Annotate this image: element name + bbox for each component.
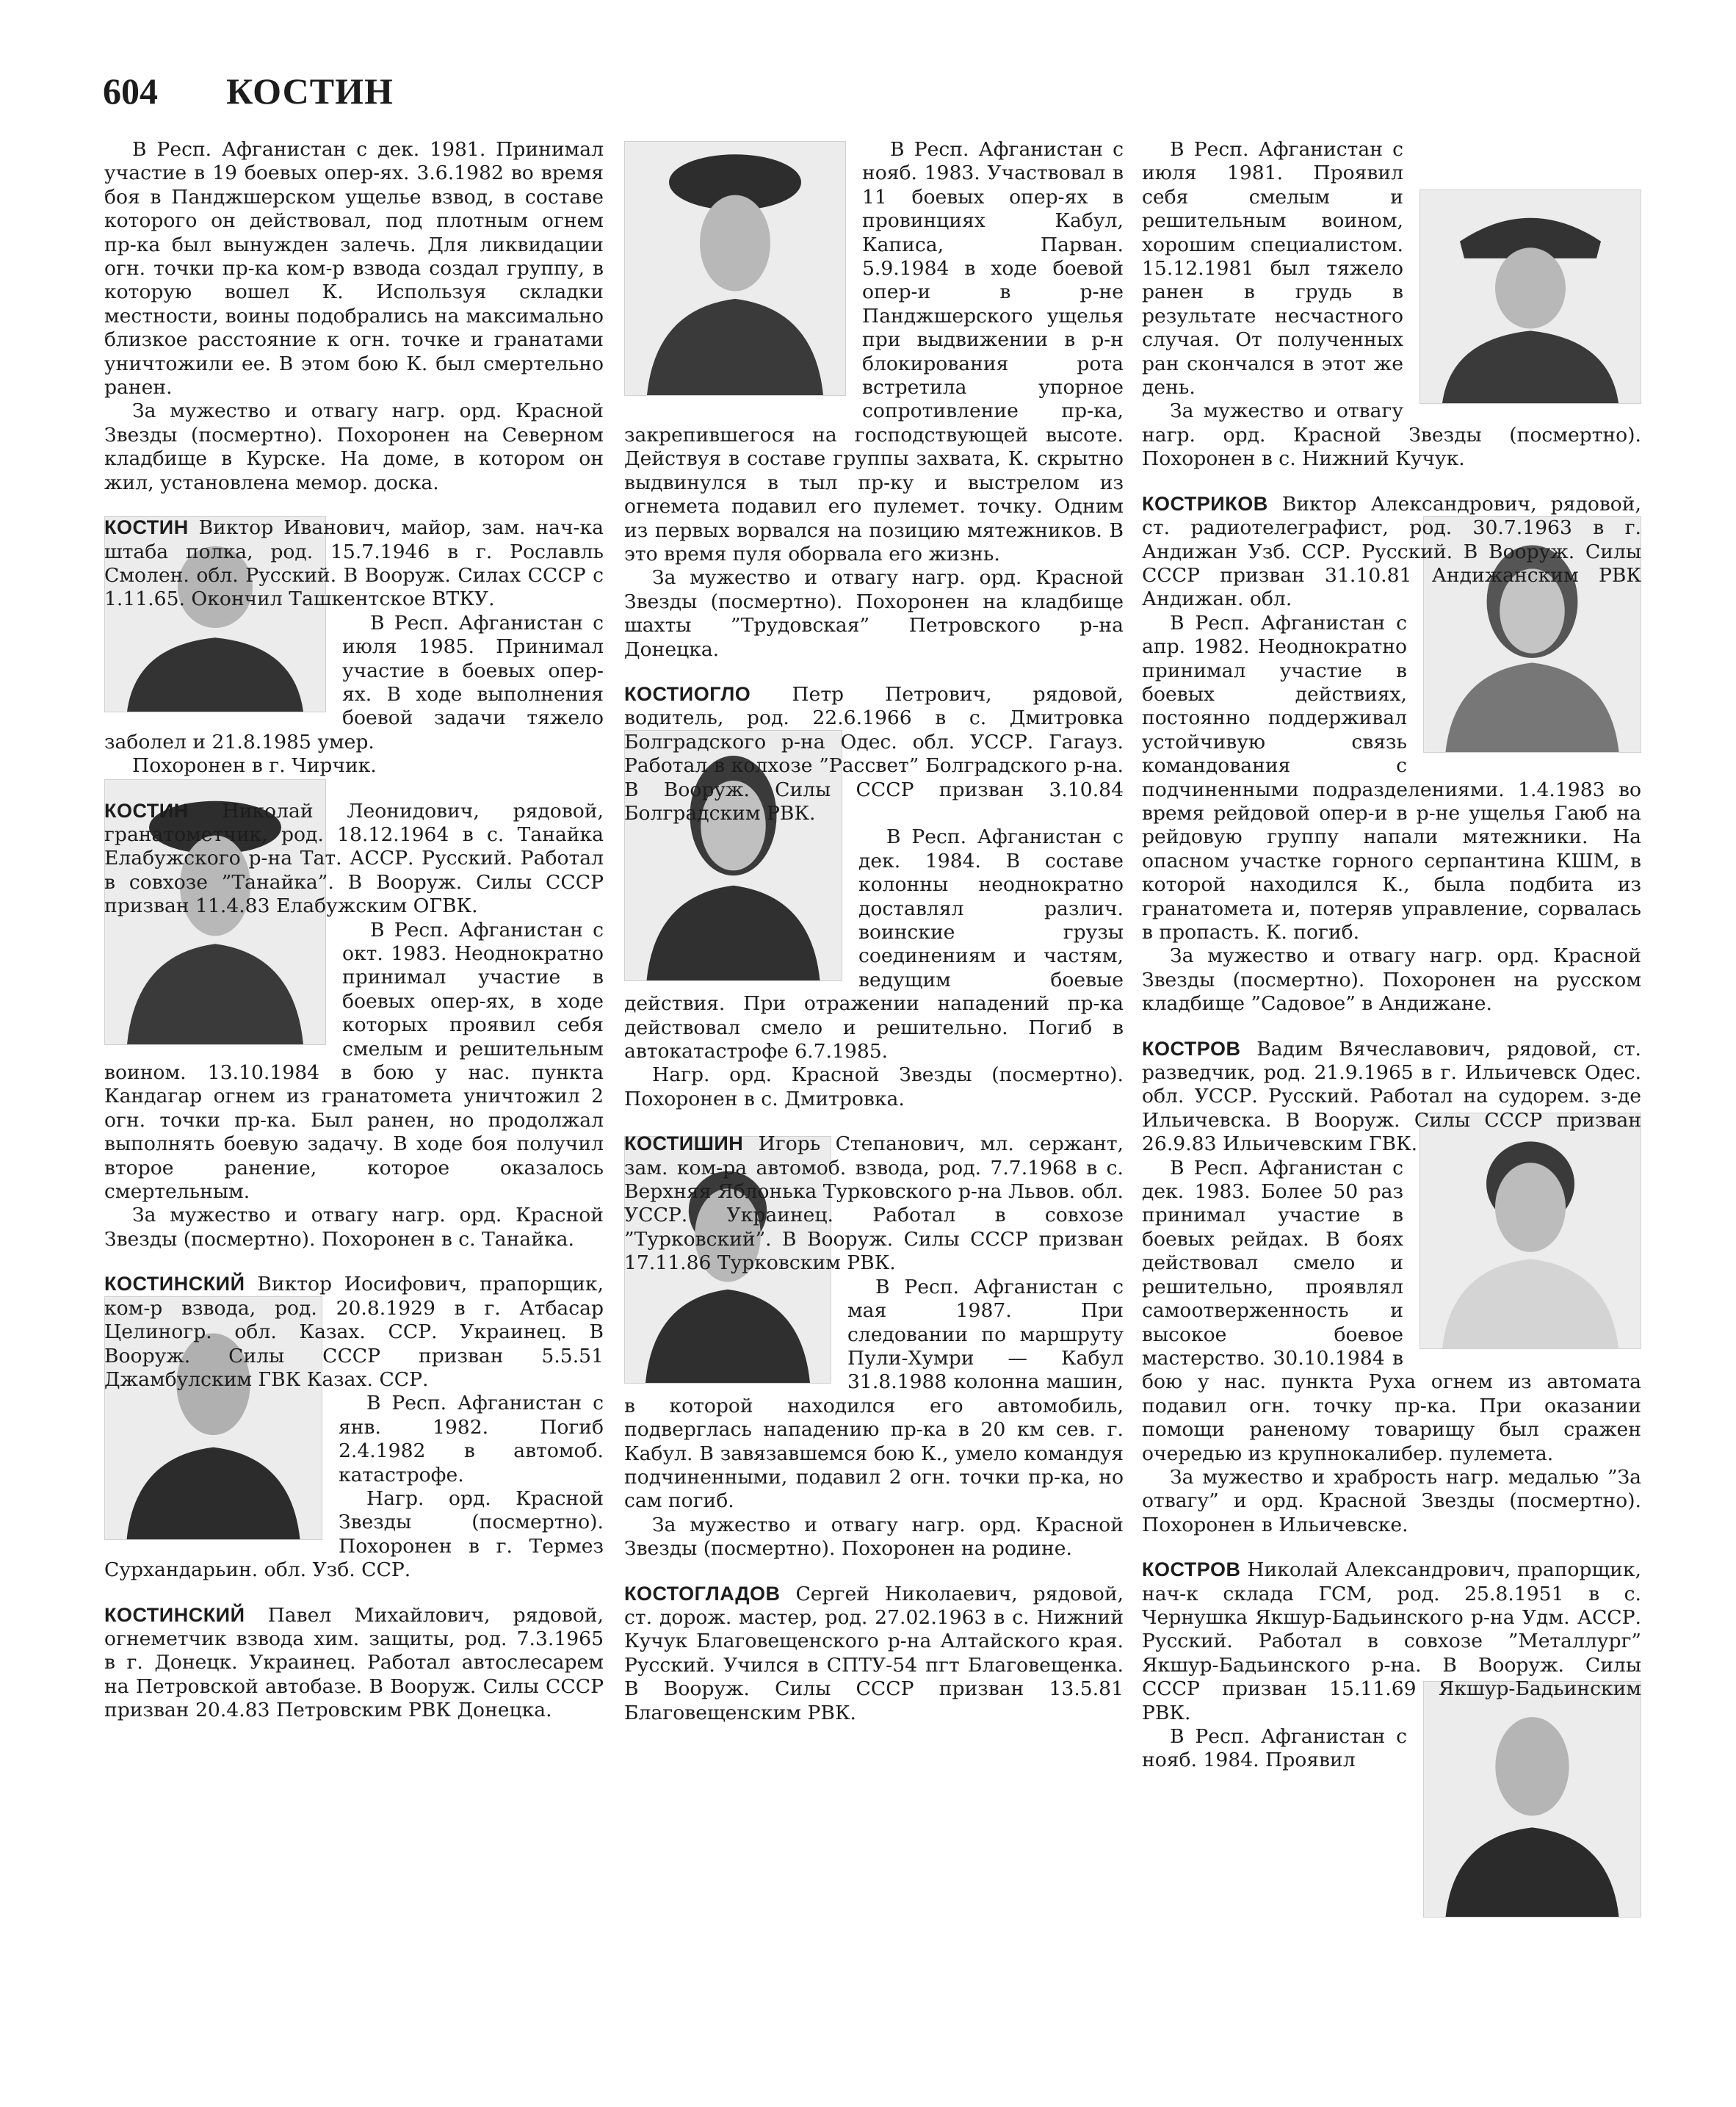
entry-kostinsky-viktor xyxy=(104,1272,604,1582)
entry-paragraph: В Респ. Афганистан с апр. 1982. Неоднократно принимал участие в боевых действиях, постоянно поддерживал устойчивую связь командования с подчиненными подразделениями. 1.4.1983 во время рейдовой опер-и в р-не ущелья Гаюб на рейдовую группу напали мятежники. На опасном участке горного серпантина КШМ, в которой находился К., была подбита из гранатомета и, потеряв управление, сорвалась в пропасть. К. погиб. xyxy=(1142,611,1641,944)
entry-kostrov-vadim xyxy=(1142,1037,1641,1538)
entry-heading-text: Николай Александрович, прапорщик, нач-к склада ГСМ, род. 25.8.1951 в с. Чернушка Якшур-Бадьинского р-на Удм. АССР. Русский. Работал в совхозе ”Металлург” Якшур-Бадьинского р-на. В Вооруж. Силы СССР призван 15.11.69 Якшур-Бадьинским РВК. xyxy=(1142,1558,1641,1724)
entry-kostrikov xyxy=(1142,492,1641,1016)
page-header xyxy=(103,70,394,112)
entry-surname: КОСТИОГЛО xyxy=(624,682,751,705)
entry-surname: КОСТРОВ xyxy=(1142,1037,1241,1060)
entry-paragraph: В Респ. Афганистан с июля 1985. Принимал участие в боевых опер-ях. В ходе выполнения боевой задачи тяжело заболел и 21.8.1985 умер. xyxy=(104,611,604,753)
entry-paragraph: В Респ. Афганистан с дек. 1984. В составе колонны неоднократно доставлял различ. воинские грузы соединениям и частям, ведущим боевые действия. При отражении нападений пр-ка действовал смело и решительно. Погиб в автокатастрофе 6.7.1985. xyxy=(624,825,1124,1063)
entry-heading xyxy=(104,1272,604,1392)
entry-paragraph: В Респ. Афганистан с дек. 1981. Принимал участие в 19 боевых опер-ях. 3.6.1982 во время боя в Панджшерском ущелье взвод, в составе которого он действовал, под плотным огнем пр-ка был вынужден залечь. Для ликвидации огн. точки пр-ка ком-р взвода создал группу, в которую вошел К. Используя складки местности, воины подобрались на максимально близкое расстояние к огн. точке и гранатами уничтожили ее. В этом бою К. был смертельно ранен. xyxy=(104,138,604,400)
entry-heading xyxy=(624,1582,1124,1725)
entry-surname: КОСТРОВ xyxy=(1142,1558,1241,1581)
entry-heading-text: Виктор Иванович, майор, зам. нач-ка штаба полка, род. 15.7.1946 в г. Рославль Смолен. обл. Русский. В Вооруж. Силах СССР с 1.11.65. Окончил Ташкентское ВТКУ. xyxy=(104,516,604,611)
entry-heading xyxy=(104,1603,604,1723)
entry-continued xyxy=(104,138,604,495)
entry-surname: КОСТИШИН xyxy=(624,1132,744,1155)
entry-surname: КОСТИНСКИЙ xyxy=(104,1603,245,1626)
entry-surname: КОСТИНСКИЙ xyxy=(104,1273,245,1295)
portrait-photo xyxy=(624,141,846,396)
entry-heading xyxy=(104,799,604,919)
entry-kostrov-nikolay xyxy=(1142,1558,1641,1773)
entry-heading-text: Игорь Степанович, мл. сержант, зам. ком-ра автомоб. взвода, род. 7.7.1968 в с. Верхняя Яблонька Турковского р-на Львов. обл. УССР. Украинец. Работал в совхозе ”Турковский”. В Вооруж. Силы СССР призван 17.11.86 Турковским РВК. xyxy=(624,1132,1124,1275)
entry-heading-text: Сергей Николаевич, рядовой, ст. дорож. мастер, род. 27.02.1963 в с. Нижний Кучук Благовещенского р-на Алтайского края. Русский. Учился в СПТУ-54 пгт Благовещенка. В Вооруж. Силы СССР призван 13.5.81 Благовещенским РВК. xyxy=(624,1582,1124,1724)
entry-paragraph: В Респ. Афганистан с нояб. 1984. Проявил xyxy=(1142,1725,1407,1772)
entry-paragraph: За мужество и отвагу нагр. орд. Красной Звезды (посмертно). Похоронен на русском кладбище ”Садовое” в Андижане. xyxy=(1142,944,1641,1016)
entry-heading xyxy=(104,516,604,612)
entry-kostin-viktor xyxy=(104,516,604,778)
entry-heading-text: Вадим Вячеславович, рядовой, ст. разведчик, род. 21.9.1965 в г. Ильичевск Одес. обл. УССР. Русский. Работал на судорем. з-де Ильичевска. В Вооруж. Силы СССР призван 26.9.83 Ильичевским ГВК. xyxy=(1142,1037,1641,1156)
column-1 xyxy=(104,138,604,1723)
entry-paragraph: Нагр. орд. Красной Звезды (посмертно). Похоронен в с. Дмитровка. xyxy=(624,1063,1124,1110)
entry-paragraph: Похоронен в г. Чирчик. xyxy=(132,754,377,778)
entry-paragraph: За мужество и отвагу нагр. орд. Красной Звезды (посмертно). Похоронен на родине. xyxy=(624,1513,1124,1561)
column-3 xyxy=(1142,138,1641,1922)
entry-paragraph: За мужество и отвагу нагр. орд. Красной Звезды (посмертно). Похоронен в с. Нижний Кучук. xyxy=(1142,400,1641,471)
entry-paragraph: В Респ. Афганистан с янв. 1982. Погиб 2.4.1982 в автомоб. катастрофе. xyxy=(339,1392,604,1486)
entry-paragraph: В Респ. Афганистан с июля 1981. Проявил себя смелым и решительным воином, хорошим специалистом. 15.12.1981 был тяжело ранен в грудь в результате несчастного случая. От полученных ран скончался в этот же день. xyxy=(1142,138,1403,400)
entry-paragraph: За мужество и отвагу нагр. орд. Красной Звезды (посмертно). Похоронен в с. Танайка. xyxy=(104,1204,604,1251)
entry-continued xyxy=(1142,138,1641,471)
entry-paragraph: В Респ. Афганистан с нояб. 1983. Участвовал в 11 боевых опер-ях в провинциях Кабул, Каписа, Парван. 5.9.1984 в ходе боевой опер-и в р-не Панджшерского ущелья при выдвижении в р-н блокирования рота встретила упорное сопротивление пр-ка, закрепившегося на господствующей высоте. Действуя в составе группы захвата, К. скрытно выдвинулся в тыл пр-ку и выстрелом из огнемета подавил его пулемет. точку. Одним из первых ворвался на позицию мятежников. В это время пуля оборвала его жизнь. xyxy=(624,138,1124,565)
column-2 xyxy=(624,138,1124,1725)
entry-surname: КОСТИН xyxy=(104,516,189,539)
entry-paragraph: В Респ. Афганистан с дек. 1983. Более 50 раз принимал участие в боевых рейдах. В боях действовал смело и решительно, проявлял самоотверженность и высокое боевое мастерство. 30.10.1984 в бою у нас. пункта Руха огнем из автомата подавил огн. точку пр-ка. При оказании помощи раненому товарищу был сражен очередью из крупнокалибер. пулемета. xyxy=(1142,1156,1641,1465)
entry-paragraph: Нагр. орд. Красной Звезды (посмертно). Похоронен в г. Термез Сурхандарьин. обл. Узб. ССР. xyxy=(104,1486,604,1582)
entry-heading-text: Виктор Иосифович, прапорщик, ком-р взвода, род. 20.8.1929 в г. Атбасар Целиногр. обл. Казах. ССР. Украинец. В Вооруж. Силы СССР призван 5.5.51 Джамбулским ГВК Казах. ССР. xyxy=(104,1273,604,1391)
entry-paragraph: За мужество и отвагу нагр. орд. Красной Звезды (посмертно). Похоронен на кладбище шахты ”Трудовская” Петровского р-на Донецка. xyxy=(624,566,1124,661)
entry-continued xyxy=(624,138,1124,662)
entry-kostin-nikolay xyxy=(104,799,604,1252)
portrait-photo xyxy=(1419,1113,1641,1349)
entry-paragraph: В Респ. Афганистан с мая 1987. При следовании по маршруту Пули-Хумри — Кабул 31.8.1988 колонна машин, в которой находился его автомобиль, подверглась нападению пр-ка в 20 км сев. г. Кабул. В завязавшемся бою К., умело командуя подчиненными, подавил 2 огн. точки пр-ка, но сам погиб. xyxy=(624,1275,1124,1513)
entry-kostogladov xyxy=(624,1582,1124,1725)
entry-kostioglo xyxy=(624,682,1124,1111)
portrait-photo xyxy=(1419,189,1641,404)
entry-heading-text: Павел Михайлович, рядовой, огнеметчик взвода хим. защиты, род. 7.3.1965 в г. Донецк. Украинец. Работал автослесарем на Петровской автобазе. В Вооруж. Силы СССР призван 20.4.83 Петровским РВК Донецка. xyxy=(104,1603,604,1722)
portrait-photo xyxy=(1423,1681,1641,1918)
entry-heading-text: Виктор Александрович, рядовой, ст. радиотелеграфист, род. 30.7.1963 в г. Андижан Узб. ССР. Русский. В Вооруж. Силы СССР призван 31.10.81 Андижанским РВК Андижан. обл. xyxy=(1142,492,1641,611)
entry-surname: КОСТРИКОВ xyxy=(1142,492,1268,515)
entry-heading xyxy=(624,682,1124,825)
entry-heading-text: Николай Леонидович, рядовой, гранатометчик, род. 18.12.1964 в с. Танайка Елабужского р-на Тат. АССР. Русский. Работал в совхозе ”Танайка”. В Вооруж. Силы СССР призван 11.4.83 Елабужским ОГВК. xyxy=(104,799,604,918)
entry-heading xyxy=(1142,1558,1641,1725)
entry-paragraph: В Респ. Афганистан с окт. 1983. Неоднократно принимал участие в боевых опер-ях, в ходе которых проявил себя смелым и решительным воином. 13.10.1984 в бою у нас. пункта Кандагар огнем из гранатомета уничтожил 2 огн. точки пр-ка. Был ранен, но продолжал выполнять боевую задачу. В ходе боя получил второе ранение, которое оказалось смертельным. xyxy=(104,918,604,1204)
entry-paragraph: За мужество и отвагу нагр. орд. Красной Звезды (посмертно). Похоронен на Северном кладбище в Курске. На доме, в котором он жил, установлена мемор. доска. xyxy=(104,400,604,494)
entry-kostishin xyxy=(624,1132,1124,1561)
entry-surname: КОСТОГЛАДОВ xyxy=(624,1582,781,1605)
running-head: КОСТИН xyxy=(226,71,394,112)
entry-heading xyxy=(624,1132,1124,1275)
entry-kostinsky-pavel xyxy=(104,1603,604,1723)
entry-surname: КОСТИН xyxy=(104,799,189,822)
entry-paragraph: За мужество и храбрость нагр. медалью ”За отвагу” и орд. Красной Звезды (посмертно). Похоронен в Ильичевске. xyxy=(1142,1465,1641,1536)
page-number: 604 xyxy=(103,71,158,112)
entry-heading-text: Петр Петрович, рядовой, водитель, род. 22.6.1966 в с. Дмитровка Болградского р-на Одес. обл. УССР. Гагауз. Работал в колхозе ”Рассвет” Болградского р-на. В Вооруж. Силы СССР призван 3.10.84 Болградским РВК. xyxy=(624,682,1124,825)
